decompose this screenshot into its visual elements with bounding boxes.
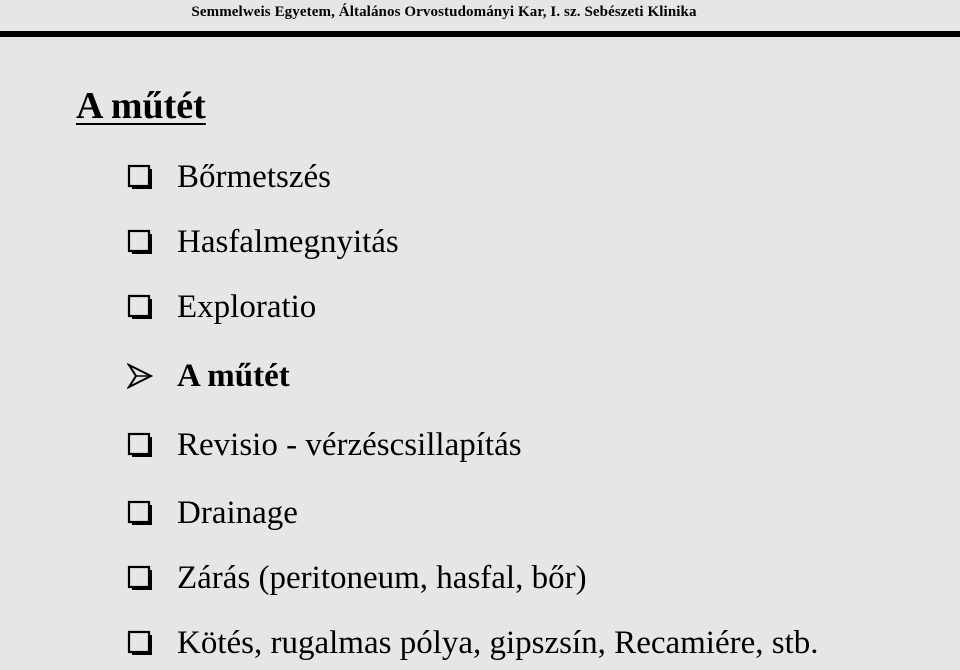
- slide-title: A műtét: [76, 85, 206, 127]
- list-item-label: Drainage: [177, 495, 298, 531]
- checkbox-icon: [127, 500, 153, 526]
- header-divider: [0, 31, 960, 37]
- checkbox-icon: [127, 630, 153, 656]
- arrowhead-icon: [127, 363, 153, 389]
- list-item-label: Revisio - vérzéscsillapítás: [177, 427, 522, 463]
- list-item-label: A műtét: [177, 358, 290, 394]
- list-item: [127, 486, 298, 540]
- list-item-label: Bőrmetszés: [177, 159, 331, 195]
- list-item: [127, 150, 331, 204]
- list-item: [127, 349, 290, 403]
- checkbox-icon: [127, 565, 153, 591]
- checkbox-icon: [127, 432, 153, 458]
- slide-header: Semmelweis Egyetem, Általános Orvostudományi Kar, I. sz. Sebészeti Klinika: [191, 4, 697, 20]
- list-item-label: Zárás (peritoneum, hasfal, bőr): [177, 560, 587, 596]
- list-item: [127, 280, 316, 334]
- checkbox-icon: [127, 294, 153, 320]
- list-item-label: Hasfalmegnyitás: [177, 224, 399, 260]
- list-item: [127, 616, 819, 670]
- list-item: [127, 418, 522, 472]
- list-item-label: Kötés, rugalmas pólya, gipszsín, Recamiére, stb.: [177, 625, 819, 661]
- checkbox-icon: [127, 164, 153, 190]
- list-item: [127, 551, 587, 605]
- checkbox-icon: [127, 229, 153, 255]
- list-item: [127, 215, 399, 269]
- list-item-label: Exploratio: [177, 289, 317, 325]
